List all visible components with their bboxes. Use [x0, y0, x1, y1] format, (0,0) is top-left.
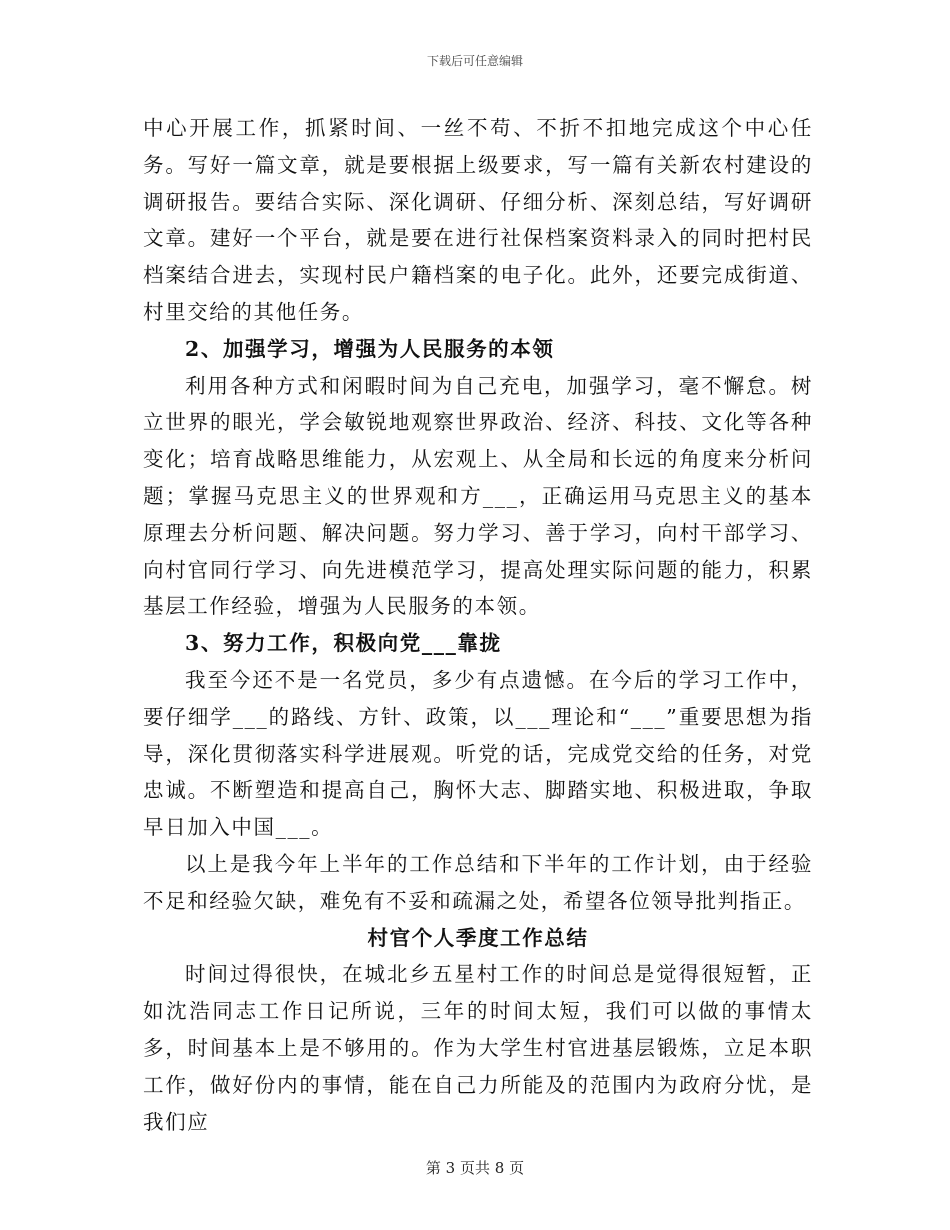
document-body — [143, 110, 813, 1140]
paragraph-3: 我至今还不是一名党员，多少有点遗憾。在今后的学习工作中，要仔细学___的路线、方针、政策，以___理论和“___”重要思想为指导，深化贯彻落实科学进展观。听党的话，完成党交给的任务，对党忠诚。不断塑造和提高自己，胸怀大志、脚踏实地、积极进取，争取早日加入中国___。 — [143, 667, 813, 840]
paragraph-1: 中心开展工作，抓紧时间、一丝不苟、不折不扣地完成这个中心任务。写好一篇文章，就是要根据上级要求，写一篇有关新农村建设的调研报告。要结合实际、深化调研、仔细分析、深刻总结，写好调研文章。建好一个平台，就是要在进行社保档案资料录入的同时把村民档案结合进去，实现村民户籍档案的电子化。此外，还要完成街道、村里交给的其他任务。 — [143, 116, 813, 324]
page-footer: 第 3 页共 8 页 — [425, 1159, 525, 1177]
document-title-2: 村官个人季度工作总结 — [367, 925, 589, 950]
paragraph-4: 以上是我今年上半年的工作总结和下半年的工作计划，由于经验不足和经验欠缺，难免有不妥和疏漏之处，希望各位领导批判指正。 — [143, 851, 813, 913]
paragraph-2: 利用各种方式和闲暇时间为自己充电，加强学习，毫不懈怠。树立世界的眼光，学会敏锐地观察世界政治、经济、科技、文化等各种变化；培育战略思维能力，从宏观上、从全局和长远的角度来分析问题；掌握马克思主义的世界观和方___，正确运用马克思主义的基本原理去分析问题、解决问题。努力学习、善于学习，向村干部学习、向村官同行学习、向先进模范学习，提高处理实际问题的能力，积累基层工作经验，增强为人民服务的本领。 — [143, 373, 813, 619]
paragraph-5: 时间过得很快，在城北乡五星村工作的时间总是觉得很短暂，正如沈浩同志工作日记所说，三年的时间太短，我们可以做的事情太多，时间基本上是不够用的。作为大学生村官进基层锻炼，立足本职工作，做好份内的事情，能在自己力所能及的范围内为政府分忧，是我们应 — [143, 962, 813, 1134]
page-header: 下载后可任意编辑 — [426, 54, 523, 68]
section-heading-3: 3、努力工作，积极向党___靠拢 — [185, 631, 502, 656]
section-heading-2: 2、加强学习，增强为人民服务的本领 — [185, 336, 555, 361]
